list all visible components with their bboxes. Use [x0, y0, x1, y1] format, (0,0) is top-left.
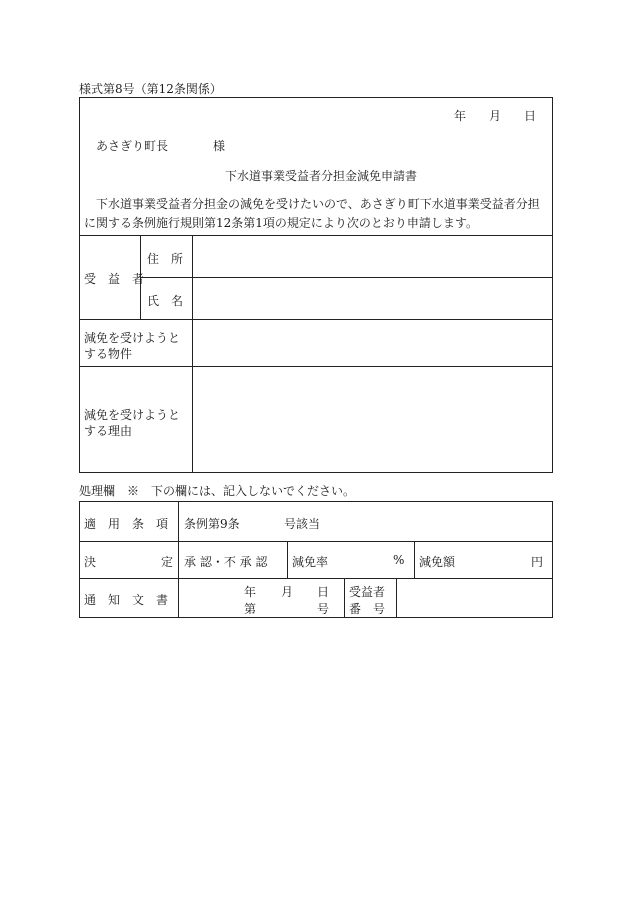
notice-month: 月 — [281, 585, 294, 599]
decision-label-right: 定 — [161, 555, 174, 569]
application-statement: 下水道事業受益者分担金の減免を受けたいので、あさぎり町下水道事業受益者分担に関する条例施行規則第12条第1項の規定により次のとおり申請します。 — [84, 197, 540, 230]
notice-day: 日 — [317, 585, 330, 599]
name-label: 氏 名 — [147, 294, 184, 308]
reason-label-line2: する理由 — [84, 424, 133, 438]
decision-label-left: 決 — [84, 555, 97, 569]
applicable-clause-prefix: 条例第9条 — [184, 517, 240, 531]
divider — [140, 277, 553, 278]
divider — [79, 541, 553, 542]
date-year: 年 — [454, 109, 467, 123]
address-label: 住 所 — [147, 252, 184, 266]
property-label-line2: する物件 — [84, 347, 133, 361]
reduction-rate-unit: % — [393, 553, 405, 567]
applicable-clause-suffix: 号該当 — [284, 517, 321, 531]
addressee-name: あさぎり町長 — [96, 139, 169, 153]
date-month: 月 — [489, 109, 502, 123]
reduction-amount-label: 減免額 — [419, 555, 456, 569]
approval-choice: 承 認・不 承 認 — [184, 555, 268, 569]
property-label-line1: 減免を受けようと — [84, 331, 181, 345]
reduction-amount-unit: 円 — [531, 555, 544, 569]
divider — [79, 578, 553, 579]
notice-year: 年 — [244, 585, 257, 599]
divider — [79, 319, 553, 320]
divider — [414, 541, 415, 578]
divider — [344, 578, 345, 618]
reason-label-line1: 減免を受けようと — [84, 408, 181, 422]
addressee-honorific: 様 — [213, 139, 226, 153]
applicant-label: 受 益 者 — [84, 272, 145, 286]
form-title: 下水道事業受益者分担金減免申請書 — [225, 169, 418, 183]
notice-number-prefix: 第 — [244, 602, 257, 616]
form-number: 様式第8号（第12条関係） — [79, 82, 222, 96]
reduction-rate-label: 減免率 — [292, 555, 329, 569]
divider — [287, 541, 288, 578]
notice-document-label: 通 知 文 書 — [84, 593, 169, 607]
date-day: 日 — [524, 109, 537, 123]
beneficiary-number-label-line1: 受益者 — [349, 585, 386, 599]
divider — [79, 235, 553, 236]
divider — [192, 235, 193, 473]
divider — [79, 366, 553, 367]
processing-note: 処理欄 ※ 下の欄には、記入しないでください。 — [79, 484, 356, 498]
beneficiary-number-label-line2: 番 号 — [349, 602, 386, 616]
notice-number-suffix: 号 — [317, 602, 330, 616]
applicable-clause-label: 適 用 条 項 — [84, 517, 169, 531]
divider — [178, 501, 179, 618]
divider — [396, 578, 397, 618]
